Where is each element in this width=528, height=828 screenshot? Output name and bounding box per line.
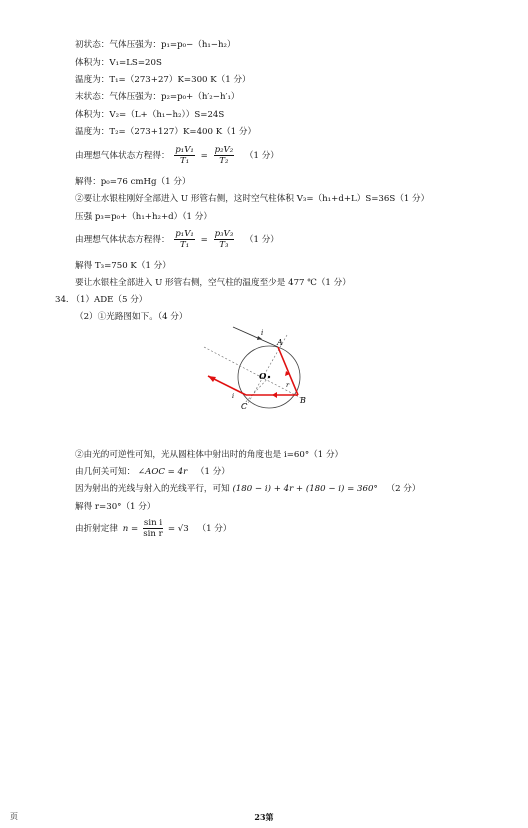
line-final-volume: 体积为：V₂=（L+（h₁−h₂））S=24S xyxy=(75,110,225,120)
label-C: C xyxy=(241,402,248,410)
score-mark: （2 分） xyxy=(386,484,421,494)
fraction-right xyxy=(214,145,235,166)
score-mark: （1 分） xyxy=(244,151,279,161)
ray-arrow-icon xyxy=(272,392,277,398)
sine-fraction xyxy=(143,518,163,539)
label-i-emergent: i xyxy=(232,392,235,400)
line-part2-pressure: 压强 p₃=p₀+（h₁+h₂+d）（1 分） xyxy=(75,212,212,222)
line-initial-volume: 体积为：V₁=LS=20S xyxy=(75,58,162,68)
light-path-diagram xyxy=(200,325,330,410)
line-solve-t3: 解得 T₃=750 K（1 分） xyxy=(75,261,171,271)
line-gas-equation-2 xyxy=(75,229,279,250)
line-initial-temperature: 温度为：T₁=（273+27）K=300 K（1 分） xyxy=(75,75,251,85)
fraction-numerator: p₁V₁ xyxy=(175,145,194,155)
line-reversibility: ②由光的可逆性可知，光从圆柱体中射出时的角度也是 i=60°（1 分） xyxy=(75,450,344,460)
line-final-pressure: 末状态：气体压强为：p₂=p₀+（h′₂−h′₁） xyxy=(75,92,240,102)
fraction-denominator: T₂ xyxy=(219,156,229,166)
score-mark: （1 分） xyxy=(244,235,279,245)
fraction-numerator: p₁V₁ xyxy=(175,229,194,239)
fraction-numerator: p₃V₃ xyxy=(214,229,234,239)
geometry-prefix: 由几何关可知： xyxy=(75,467,136,477)
refraction-result: = √3 xyxy=(167,524,189,534)
line-conclusion-temperature: 要让水银柱全部进入 U 形管右侧，空气柱的温度至少是 477 ℃（1 分） xyxy=(75,278,351,288)
line-parallel-rays xyxy=(75,483,420,495)
line-initial-pressure: 初状态：气体压强为：p₁=p₀−（h₁−h₂） xyxy=(75,40,236,50)
refraction-prefix: 由折射定律 xyxy=(75,524,118,534)
line-part2-heading: （2）①光路图如下。（4 分） xyxy=(75,312,188,322)
fraction-numerator: sin i xyxy=(143,518,163,528)
line-solve-r: 解得 r=30°（1 分） xyxy=(75,502,156,512)
page-number: 23第 xyxy=(254,812,274,822)
line-solve-p0: 解得：p₀=76 cmHg（1 分） xyxy=(75,177,191,187)
line-question-34: 34. （1）ADE（5 分） xyxy=(55,295,148,305)
center-point xyxy=(268,376,270,378)
label-B: B xyxy=(300,396,306,405)
angle-sum-expression: (180 − i) + 4r + (180 − i) = 360° xyxy=(232,484,378,494)
label-A: A xyxy=(277,338,283,347)
fraction-denominator: T₁ xyxy=(179,240,190,250)
label-O: O xyxy=(259,372,267,382)
label-r: r xyxy=(286,381,290,389)
fraction-numerator: p₂V₂ xyxy=(214,145,234,155)
equals-sign: = xyxy=(200,150,208,161)
refractive-index-symbol: n = xyxy=(122,524,139,534)
equals-sign: = xyxy=(200,234,208,245)
line-refraction-law xyxy=(75,518,231,539)
score-mark: （1 分） xyxy=(197,524,232,534)
fraction-right xyxy=(214,229,235,250)
fraction-left xyxy=(174,145,195,166)
line-final-temperature: 温度为：T₂=（273+127）K=400 K（1 分） xyxy=(75,127,257,137)
parallel-prefix: 因为射出的光线与射入的光线平行，可知 xyxy=(75,484,230,494)
fraction-denominator: T₃ xyxy=(219,240,229,250)
equation-prefix: 由理想气体状态方程得： xyxy=(75,151,170,161)
equation-prefix: 由理想气体状态方程得： xyxy=(75,235,170,245)
line-geometry xyxy=(75,466,230,478)
angle-expression: ∠AOC = 4r xyxy=(137,467,188,477)
fraction-denominator: sin r xyxy=(143,529,163,539)
fraction-denominator: T₁ xyxy=(179,156,190,166)
label-i-incident: i xyxy=(261,329,264,337)
incident-ray xyxy=(233,327,278,347)
fraction-left xyxy=(174,229,195,250)
line-gas-equation-1 xyxy=(75,145,279,166)
footer-left-text: 页 xyxy=(10,812,18,821)
score-mark: （1 分） xyxy=(195,467,230,477)
line-part2-volume: ②要让水银柱刚好全部进入 U 形管右侧，这时空气柱体积 V₃=（h₁+d+L）S=36S（1 分） xyxy=(75,194,430,204)
